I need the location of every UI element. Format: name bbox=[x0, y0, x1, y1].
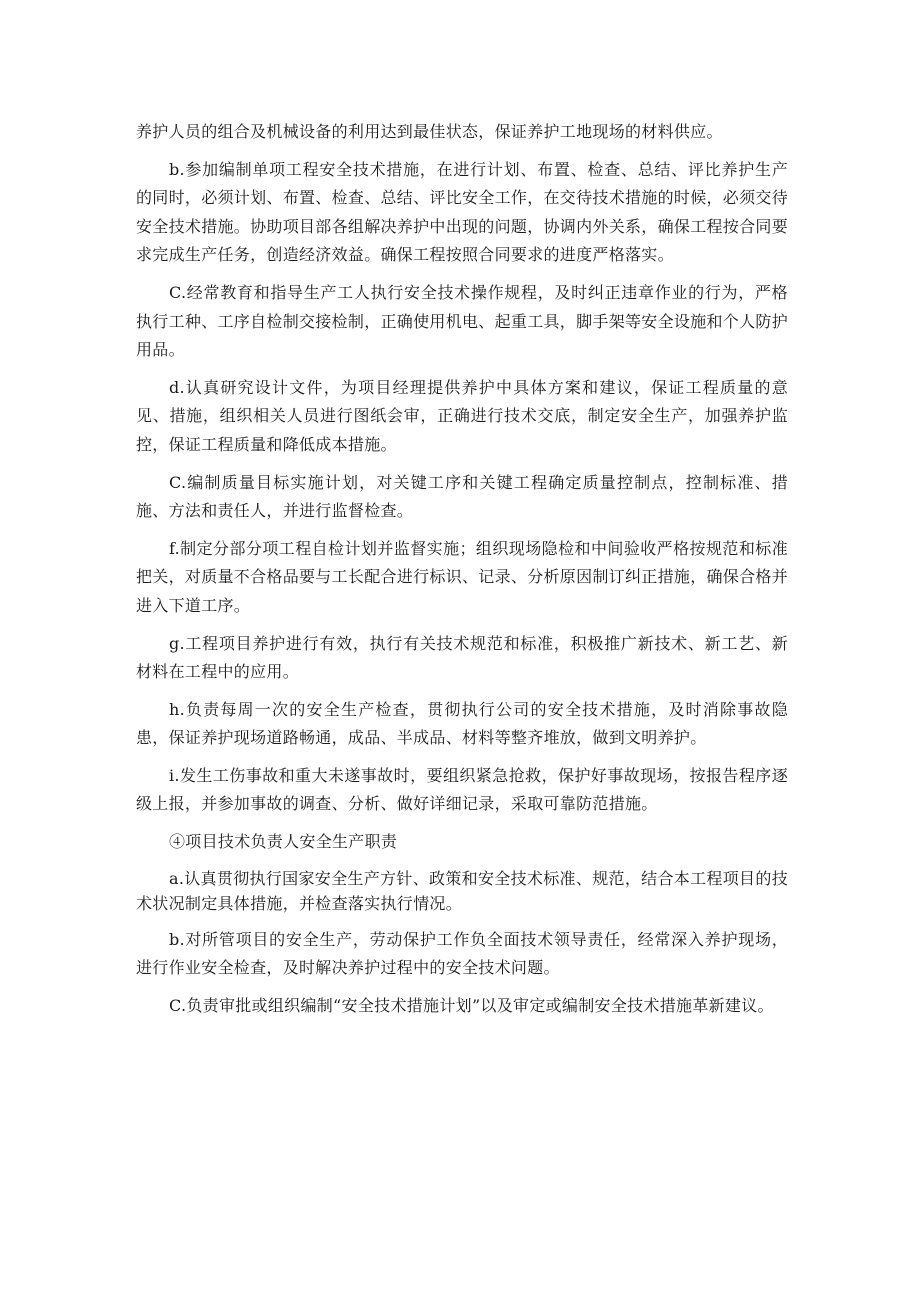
document-page bbox=[136, 118, 788, 1029]
paragraph-item-d: d.认真研究设计文件，为项目经理提供养护中具体方案和建议，保证工程质量的意见、措施，组织相关人员进行图纸会审，正确进行技术交底，制定安全生产，加强养护监控，保证工程质量和降低成本措施。 bbox=[136, 377, 788, 454]
paragraph-item-e: C.编制质量目标实施计划，对关键工序和关键工程确定质量控制点，控制标准、措施、方法和责任人，并进行监督检查。 bbox=[136, 472, 788, 521]
paragraph-item-c-2: C.负责审批或组织编制“安全技术措施计划”以及审定或编制安全技术措施革新建议。 bbox=[169, 995, 774, 1015]
paragraph-item-f: f.制定分部分项工程自检计划并监督实施；组织现场隐检和中间验收严格按规范和标准把关，对质量不合格品要与工长配合进行标识、记录、分析原因制订纠正措施，确保合格并进入下道工序。 bbox=[136, 538, 789, 615]
paragraph-item-b: b.参加编制单项工程安全技术措施，在进行计划、布置、检查、总结、评比养护生产的同时，必须计划、布置、检查、总结、评比安全工作，在交待技术措施的时候，必须交待安全技术措施。协助项目部各组解决养护中出现的问题，协调内外关系，确保工程按合同要求完成生产任务，创造经济效益。确保工程按照合同要求的进度严格落实。 bbox=[136, 159, 789, 265]
paragraph-item-a: a.认真贯彻执行国家安全生产方针、政策和安全技术标准、规范，结合本工程项目的技术状况制定具体措施，并检查落实执行情况。 bbox=[136, 868, 788, 913]
paragraph-continuation: 养护人员的组合及机械设备的利用达到最佳状态，保证养护工地现场的材料供应。 bbox=[136, 122, 723, 141]
paragraph-item-h: h.负责每周一次的安全生产检查，贯彻执行公司的安全技术措施，及时消除事故隐患，保证养护现场道路畅通，成品、半成品、材料等整齐堆放，做到文明养护。 bbox=[136, 699, 788, 748]
section-heading: ④项目技术负责人安全生产职责 bbox=[169, 832, 398, 852]
paragraph-item-b-2: b.对所管项目的安全生产，劳动保护工作负全面技术领导责任，经常深入养护现场，进行作业安全检查，及时解决养护过程中的安全技术问题。 bbox=[136, 929, 788, 978]
paragraph-item-g: g.工程项目养护进行有效，执行有关技术规范和标准，积极推广新技术、新工艺、新材料在工程中的应用。 bbox=[136, 633, 788, 682]
paragraph-item-i: i.发生工伤事故和重大未遂事故时，要组织紧急抢救，保护好事故现场，按报告程序逐级上报，并参加事故的调查、分析、做好详细记录，采取可靠防范措施。 bbox=[136, 765, 788, 814]
paragraph-item-c: C.经常教育和指导生产工人执行安全技术操作规程，及时纠正违章作业的行为，严格执行工种、工序自检制交接检制，正确使用机电、起重工具，脚手架等安全设施和个人防护用品。 bbox=[136, 282, 789, 360]
